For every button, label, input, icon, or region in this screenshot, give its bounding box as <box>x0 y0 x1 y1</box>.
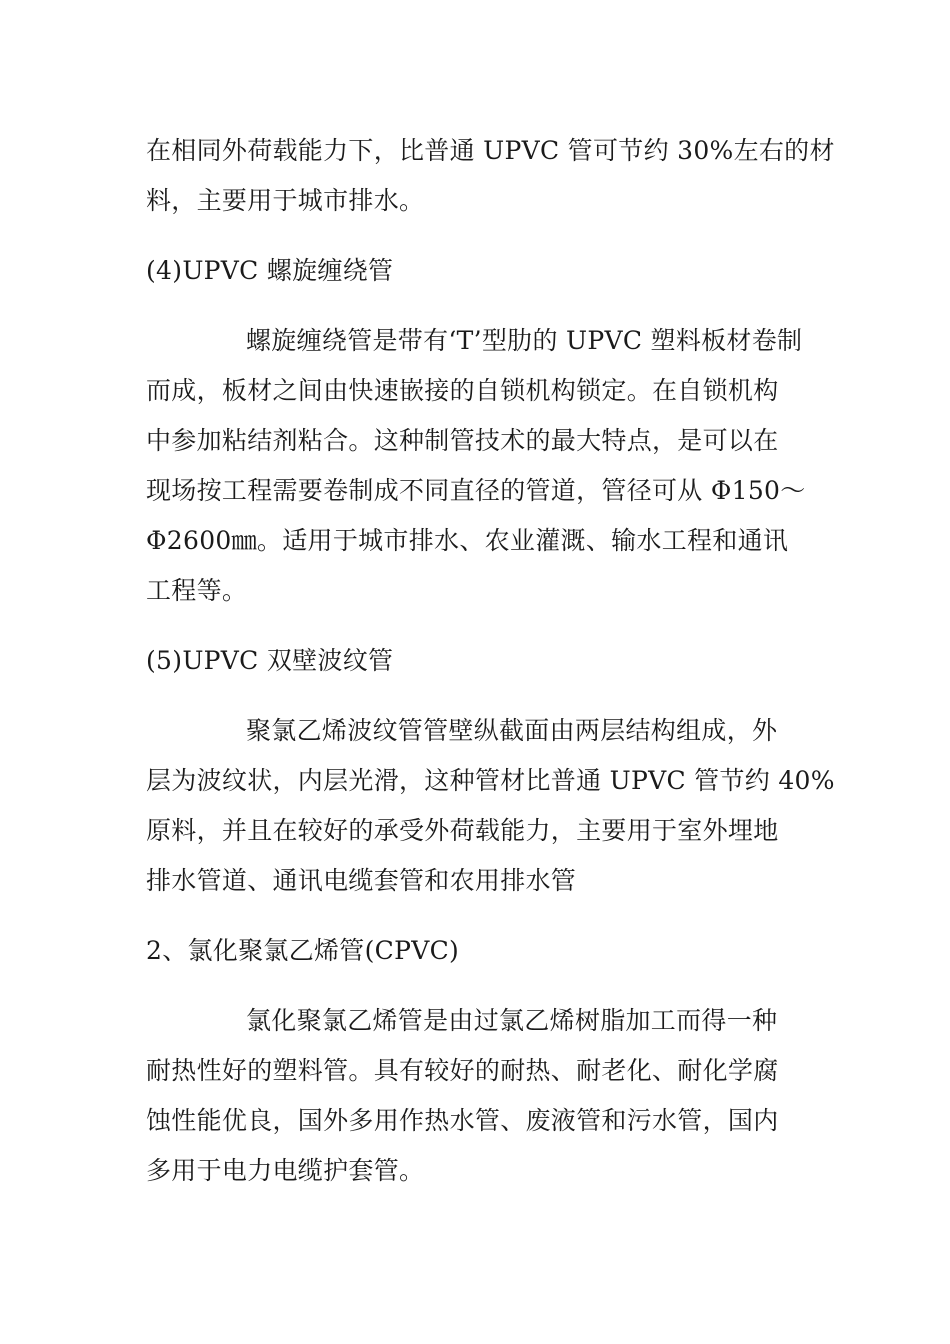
text-line: 层为波纹状，内层光滑，这种管材比普通 UPVC 管节约 40% <box>146 766 835 795</box>
text-line: 螺旋缠绕管是带有‘T’型肋的 UPVC 塑料板材卷制 <box>246 326 803 355</box>
text-line: 蚀性能优良，国外多用作热水管、废液管和污水管，国内 <box>146 1106 779 1135</box>
text-line: 原料，并且在较好的承受外荷载能力，主要用于室外埋地 <box>146 816 779 845</box>
section-heading-double-wall-pipe: (5)UPVC 双壁波纹管 <box>146 646 394 675</box>
text-line: 工程等。 <box>146 576 248 605</box>
text-line: 排水管道、通讯电缆套管和农用排水管 <box>146 866 577 895</box>
cpvc-paragraph <box>146 996 811 1196</box>
text-line: 氯化聚氯乙烯管是由过氯乙烯树脂加工而得一种 <box>246 1006 778 1035</box>
text-line: 中参加粘结剂粘合。这种制管技术的最大特点，是可以在 <box>146 426 779 455</box>
text-line: 现场按工程需要卷制成不同直径的管道，管径可从 Φ150～ <box>146 476 806 505</box>
text-line: 多用于电力电缆护套管。 <box>146 1156 425 1185</box>
text-line: 在相同外荷载能力下，比普通 UPVC 管可节约 30%左右的材 <box>146 136 835 165</box>
section-heading-cpvc: 2、氯化聚氯乙烯管(CPVC) <box>146 936 460 965</box>
section-heading-spiral-pipe: (4)UPVC 螺旋缠绕管 <box>146 256 394 285</box>
text-line: Φ2600㎜。适用于城市排水、农业灌溉、输水工程和通讯 <box>146 526 789 555</box>
spiral-pipe-paragraph <box>146 316 811 616</box>
text-line: 料，主要用于城市排水。 <box>146 186 425 215</box>
text-line: 聚氯乙烯波纹管管壁纵截面由两层结构组成，外 <box>246 716 778 745</box>
document-content <box>146 126 835 1196</box>
intro-paragraph <box>146 126 835 226</box>
double-wall-pipe-paragraph <box>146 706 835 906</box>
text-line: 耐热性好的塑料管。具有较好的耐热、耐老化、耐化学腐 <box>146 1056 779 1085</box>
text-line: 而成，板材之间由快速嵌接的自锁机构锁定。在自锁机构 <box>146 376 779 405</box>
